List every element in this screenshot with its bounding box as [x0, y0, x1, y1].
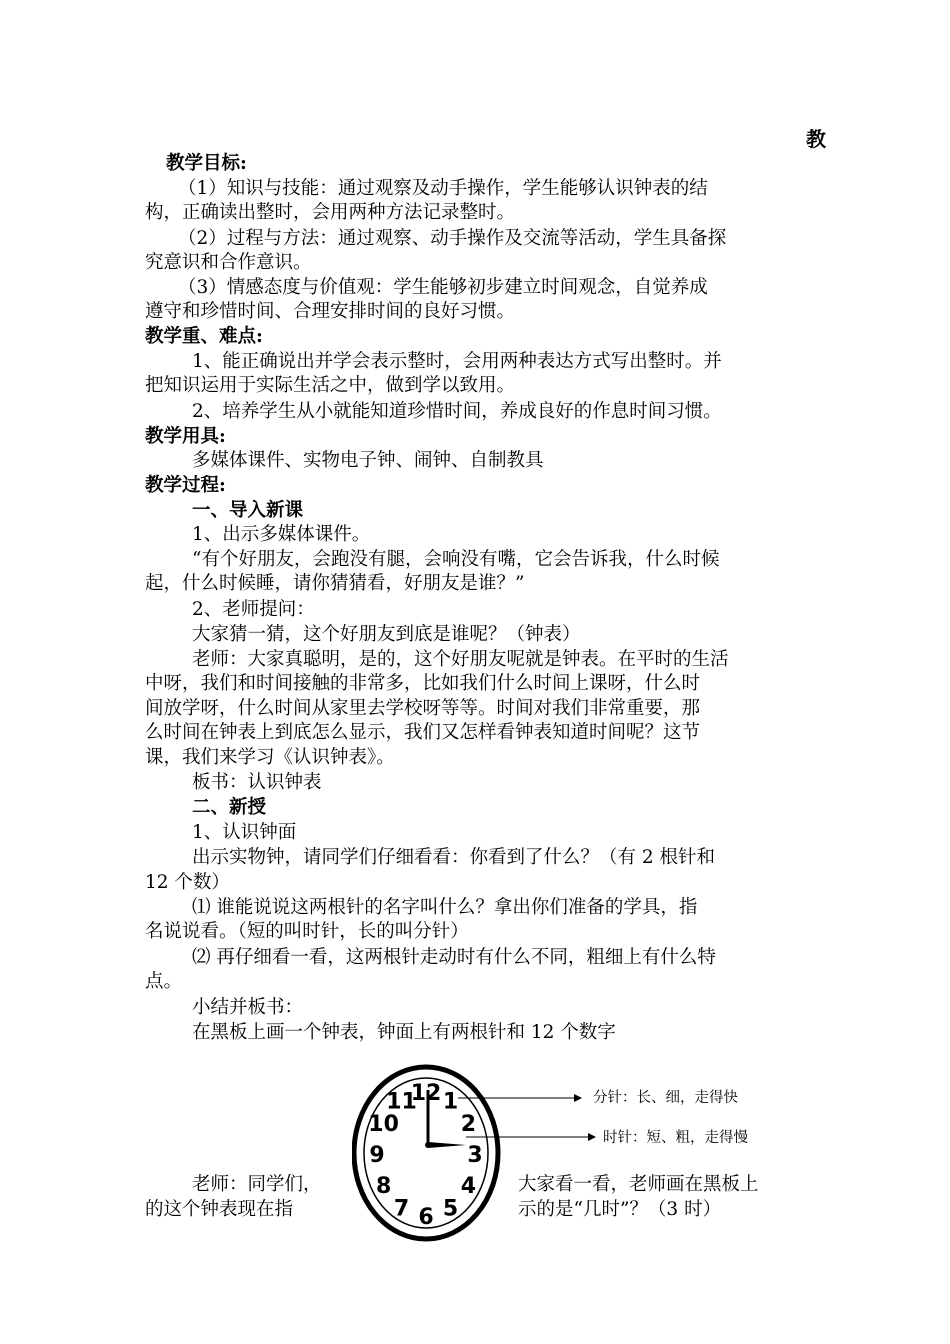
- clock-number-8: 8: [375, 1174, 392, 1199]
- guess-line: 大家猜一猜，这个好朋友到底是谁呢？（钟表）: [192, 624, 581, 645]
- process-heading: 教学过程:: [145, 475, 226, 496]
- clock-number-4: 4: [460, 1174, 477, 1199]
- hour-hand: [428, 1142, 466, 1148]
- question-1-line1: ⑴ 谁能说说这两根针的名字叫什么？拿出你们准备的学具，指: [192, 897, 698, 918]
- clock-number-2: 2: [460, 1112, 477, 1137]
- show-clock-line1: 出示实物钟，请同学们仔细看看：你看到了什么？（有 2 根针和: [192, 847, 716, 868]
- key-points-heading: 教学重、难点:: [145, 326, 263, 347]
- objective-3-line1: （3）情感态度与价值观：学生能够初步建立时间观念，自觉养成: [178, 277, 708, 298]
- hour-note-arrowhead: [588, 1133, 596, 1141]
- objective-2-line1: （2）过程与方法：通过观察、动手操作及交流等活动，学生具备探: [178, 228, 727, 249]
- minute-hand-note: 分针：长、细，走得快: [593, 1090, 738, 1106]
- clock-number-12: 12: [410, 1081, 442, 1106]
- objective-1-line2: 构，正确读出整时，会用两种方法记录整时。: [145, 202, 516, 223]
- show-clock-line2: 12 个数）: [145, 872, 230, 893]
- summary-text: 在黑板上画一个钟表，钟面上有两根针和 12 个数字: [192, 1022, 616, 1043]
- key-point-2: 2、培养学生从小就能知道珍惜时间，养成良好的作息时间习惯。: [192, 401, 722, 422]
- section-1-line1: 1、出示多媒体课件。: [192, 524, 371, 545]
- teacher-line2: 中呀，我们和时间接触的非常多，比如我们什么时间上课呀，什么时: [145, 673, 701, 694]
- key-point-1-line2: 把知识运用于实际生活之中，做到学以致用。: [145, 375, 516, 396]
- clock-number-3: 3: [467, 1143, 483, 1168]
- bottom-left-line2: 的这个钟表现在指: [145, 1199, 294, 1220]
- clock-number-9: 9: [369, 1143, 385, 1168]
- objective-2-line2: 究意识和合作意识。: [145, 252, 312, 273]
- question-2-line2: 点。: [145, 971, 183, 992]
- teacher-question-label: 2、老师提问：: [192, 599, 315, 620]
- section-2-heading: 二、新授: [192, 797, 267, 818]
- bottom-left-line1: 老师：同学们，: [192, 1174, 322, 1195]
- bottom-right-line1: 大家看一看，老师画在黑板上: [518, 1174, 759, 1195]
- tools-text: 多媒体课件、实物电子钟、闹钟、自制教具: [192, 450, 544, 471]
- riddle-line2: 起，什么时候睡，请你猜猜看，好朋友是谁？”: [145, 573, 525, 594]
- clock-number-5: 5: [442, 1196, 459, 1222]
- section-1-heading: 一、导入新课: [192, 500, 304, 521]
- question-2-line1: ⑵ 再仔细看一看，这两根针走动时有什么不同，粗细上有什么特: [192, 947, 716, 968]
- tools-heading: 教学用具:: [145, 426, 226, 447]
- clock-center: [425, 1142, 431, 1148]
- objective-3-line2: 遵守和珍惜时间、合理安排时间的良好习惯。: [145, 301, 516, 322]
- section-2-line1: 1、认识钟面: [192, 822, 297, 843]
- teacher-line3: 间放学呀，什么时间从家里去学校呀等等。时间对我们非常重要，那: [145, 698, 701, 719]
- teacher-line4: 么时间在钟表上到底怎么显示，我们又怎样看钟表知道时间呢？这节: [145, 722, 701, 743]
- teacher-line5: 课，我们来学习《认识钟表》。: [145, 747, 395, 768]
- clock-number-6: 6: [418, 1205, 434, 1230]
- clock-number-11: 11: [386, 1089, 417, 1115]
- board-writing: 板书：认识钟表: [192, 772, 322, 793]
- riddle-line1: “有个好朋友，会跑没有腿，会响没有嘴，它会告诉我，什么时候: [192, 549, 720, 570]
- objectives-heading: 教学目标:: [166, 153, 247, 174]
- clock-number-10: 10: [368, 1112, 399, 1137]
- teacher-line1: 老师：大家真聪明，是的，这个好朋友呢就是钟表。在平时的生活: [192, 649, 729, 670]
- bottom-right-line2: 示的是“几时”？（3 时）: [518, 1199, 722, 1220]
- corner-heading: 教: [806, 127, 826, 151]
- key-point-1-line1: 1、能正确说出并学会表示整时，会用两种表达方式写出整时。并: [192, 351, 722, 372]
- minute-note-arrowhead: [574, 1094, 582, 1102]
- clock-number-7: 7: [393, 1196, 410, 1222]
- question-1-line2: 名说说看。（短的叫时针，长的叫分针）: [145, 921, 469, 942]
- summary-label: 小结并板书：: [192, 997, 304, 1018]
- clock-number-1: 1: [442, 1089, 459, 1115]
- objective-1-line1: （1）知识与技能：通过观察及动手操作，学生能够认识钟表的结: [178, 178, 708, 199]
- hour-hand-note: 时针：短、粗，走得慢: [603, 1130, 748, 1146]
